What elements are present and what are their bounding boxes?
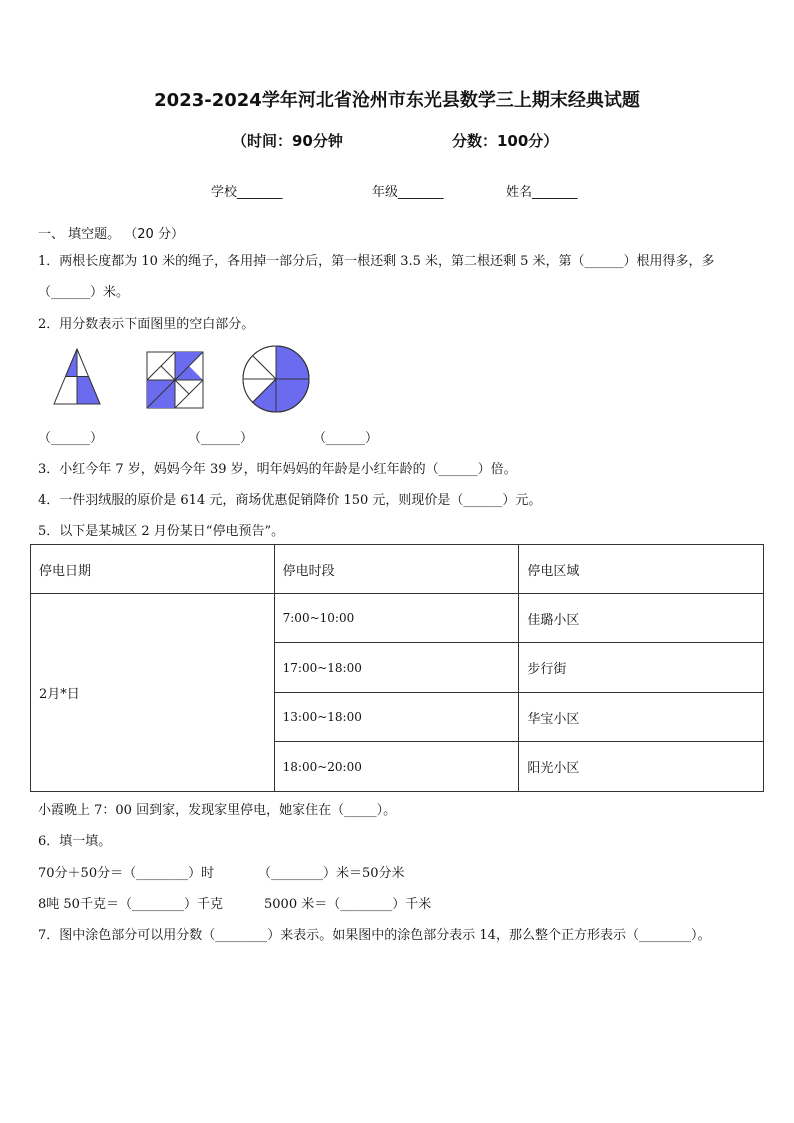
header-date: 停电日期 [31, 545, 275, 594]
table-header-row [31, 545, 764, 594]
table-row [31, 594, 764, 643]
area-cell: 华宝小区 [519, 693, 764, 742]
question-2-blank-1[interactable]: （______） [38, 431, 104, 446]
header-time: 停电时段 [274, 545, 519, 594]
school-field: 学校_______ [211, 185, 283, 200]
question-1-line-2: （______）米。 [38, 285, 130, 300]
question-6-b: （________）米＝50分米 [258, 866, 405, 881]
question-2-blank-2[interactable]: （______） [188, 431, 254, 446]
area-cell: 阳光小区 [519, 742, 764, 792]
area-cell: 佳璐小区 [519, 594, 764, 643]
square-figure [146, 351, 204, 409]
question-1-line-1: 1．两根长度都为 10 米的绳子，各用掉一部分后，第一根还剩 3.5 米，第二根还剩 5 米，第（______）根用得多，多 [38, 254, 715, 269]
time-cell: 17:00~18:00 [274, 643, 519, 693]
question-2-blank-3[interactable]: （______） [313, 431, 379, 446]
triangle-shaded-bottom [77, 377, 100, 405]
section-heading: 一、 填空题。 （20 分） [38, 227, 184, 242]
question-6: 6．填一填。 [38, 834, 112, 849]
time-cell: 13:00~18:00 [274, 693, 519, 742]
question-7: 7．图中涂色部分可以用分数（________）来表示。如果图中的涂色部分表示 14，那么整个正方形表示（________）。 [38, 928, 711, 943]
page-title: 2023-2024学年河北省沧州市东光县数学三上期末经典试题 [154, 90, 640, 111]
name-field: 姓名_______ [506, 185, 578, 200]
question-2: 2．用分数表示下面图里的空白部分。 [38, 317, 255, 332]
question-5-followup: 小霞晚上 7：00 回到家，发现家里停电，她家住在（_____）。 [38, 803, 397, 818]
date-cell: 2月*日 [31, 594, 275, 792]
triangle-shaded-top [66, 349, 78, 377]
time-cell: 18:00~20:00 [274, 742, 519, 792]
question-6-d: 5000 米＝（________）千米 [264, 897, 432, 912]
question-3: 3．小红今年 7 岁，妈妈今年 39 岁，明年妈妈的年龄是小红年龄的（______）倍。 [38, 462, 517, 477]
header-area: 停电区域 [519, 545, 764, 594]
area-cell: 步行街 [519, 643, 764, 693]
power-outage-table [30, 544, 764, 792]
exam-time: （时间：90分钟 [232, 132, 343, 150]
time-cell: 7:00~10:00 [274, 594, 519, 643]
question-6-c: 8吨 50千克＝（________）千克 [38, 897, 223, 912]
triangle-figure [52, 347, 102, 407]
grade-field: 年级_______ [372, 185, 444, 200]
circle-figure [241, 344, 311, 414]
exam-score: 分数：100分） [452, 132, 559, 150]
question-6-a: 70分＋50分＝（________）时 [38, 866, 215, 881]
question-4: 4．一件羽绒服的原价是 614 元，商场优惠促销降价 150 元，则现价是（______）元。 [38, 493, 542, 508]
question-5: 5．以下是某城区 2 月份某日“停电预告”。 [38, 524, 285, 539]
